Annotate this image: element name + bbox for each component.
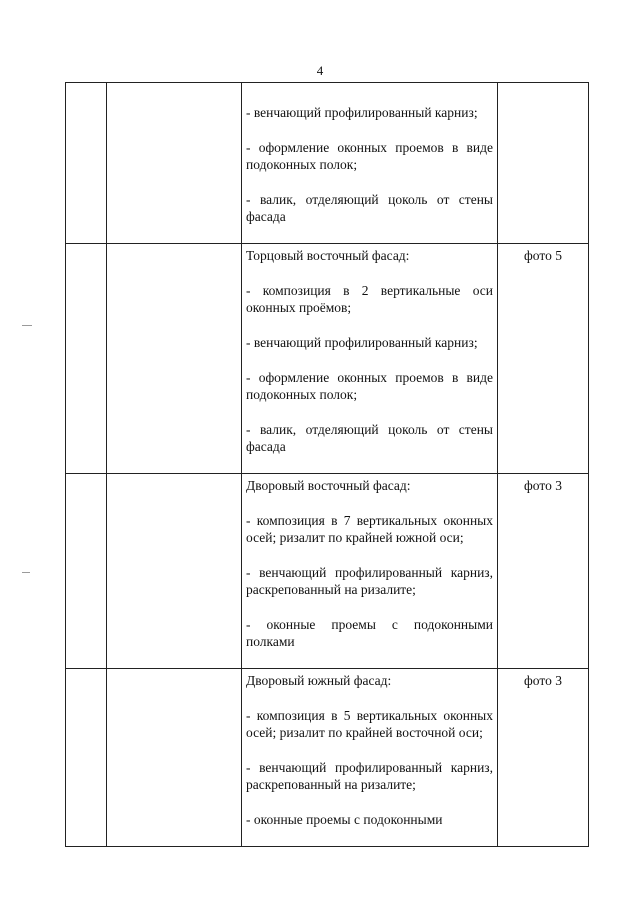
object-cell bbox=[107, 83, 242, 244]
number-cell bbox=[66, 669, 107, 847]
object-cell bbox=[107, 669, 242, 847]
photo-reference: фото 5 bbox=[524, 248, 562, 263]
list-item: - композиция в 2 вертикальные оси оконных проёмов; bbox=[246, 283, 493, 315]
list-item: - оконные проемы с подоконными полками bbox=[246, 617, 493, 649]
description-cell bbox=[242, 474, 498, 669]
list-item: - венчающий профилированный карниз; bbox=[246, 105, 478, 120]
list-item: - композиция в 5 вертикальных оконных осей; ризалит по крайней восточной оси; bbox=[246, 708, 493, 740]
table-row bbox=[66, 669, 589, 847]
scan-artifact-mark bbox=[22, 572, 30, 573]
list-item: - венчающий профилированный карниз, раскрепованный на ризалите; bbox=[246, 760, 493, 792]
facade-heading: Торцовый восточный фасад: bbox=[246, 248, 410, 263]
photo-cell bbox=[498, 474, 589, 669]
number-cell bbox=[66, 474, 107, 669]
list-item: - венчающий профилированный карниз; bbox=[246, 335, 478, 350]
list-item: - валик, отделяющий цоколь от стены фасада bbox=[246, 192, 493, 224]
photo-cell bbox=[498, 669, 589, 847]
number-cell bbox=[66, 244, 107, 474]
description-cell bbox=[242, 669, 498, 847]
photo-cell bbox=[498, 244, 589, 474]
list-item: - венчающий профилированный карниз, раскрепованный на ризалите; bbox=[246, 565, 493, 597]
facade-heading: Дворовый южный фасад: bbox=[246, 673, 392, 688]
facade-description-table bbox=[65, 82, 589, 847]
object-cell bbox=[107, 244, 242, 474]
photo-reference: фото 3 bbox=[524, 673, 562, 688]
list-item: - композиция в 7 вертикальных оконных осей; ризалит по крайней южной оси; bbox=[246, 513, 493, 545]
object-cell bbox=[107, 474, 242, 669]
number-cell bbox=[66, 83, 107, 244]
list-item: - оконные проемы с подоконными bbox=[246, 812, 443, 827]
facade-heading: Дворовый восточный фасад: bbox=[246, 478, 411, 493]
description-cell bbox=[242, 83, 498, 244]
list-item: - валик, отделяющий цоколь от стены фасада bbox=[246, 422, 493, 454]
photo-reference: фото 3 bbox=[524, 478, 562, 493]
list-item: - оформление оконных проемов в виде подоконных полок; bbox=[246, 140, 493, 172]
photo-reference bbox=[498, 83, 588, 86]
table-row bbox=[66, 244, 589, 474]
page-number: 4 bbox=[316, 63, 324, 78]
table-row bbox=[66, 474, 589, 669]
description-cell bbox=[242, 244, 498, 474]
photo-cell bbox=[498, 83, 589, 244]
scan-artifact-mark bbox=[22, 325, 32, 326]
list-item: - оформление оконных проемов в виде подоконных полок; bbox=[246, 370, 493, 402]
table-row bbox=[66, 83, 589, 244]
